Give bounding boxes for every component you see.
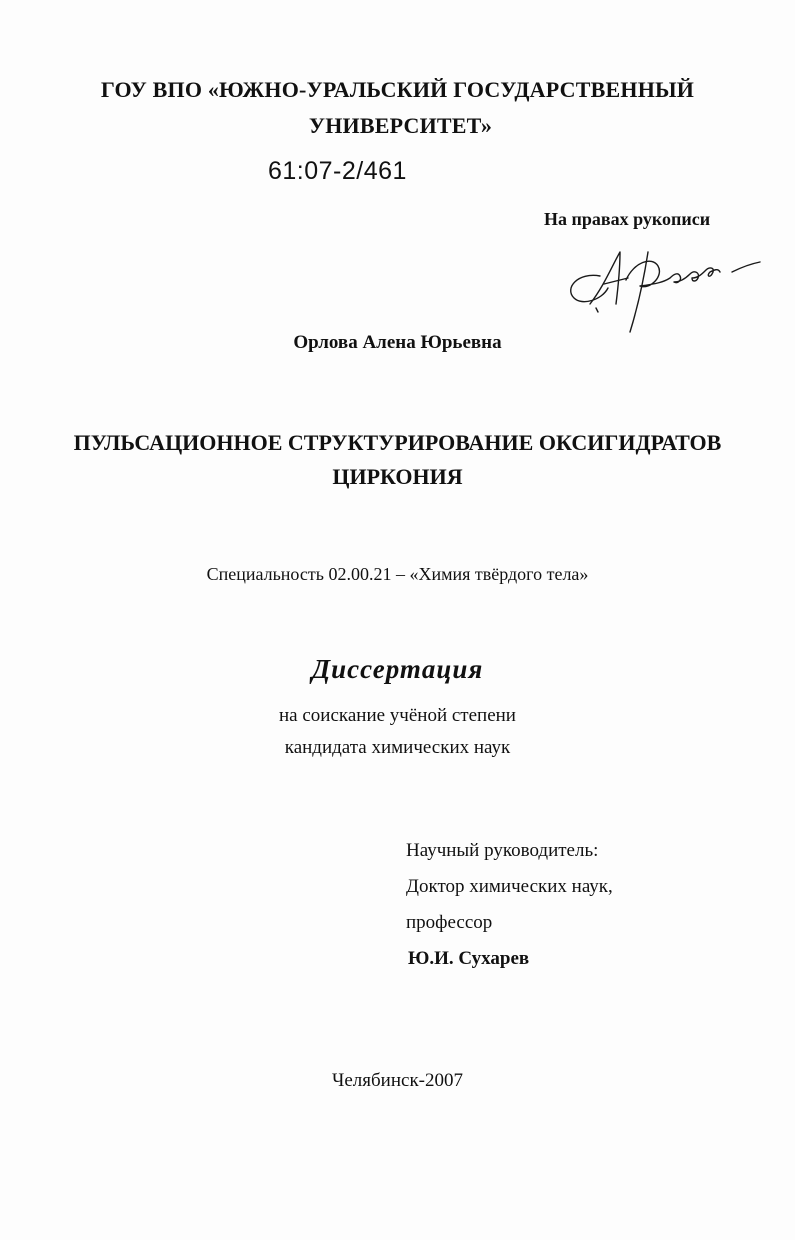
degree-line-1: на соискание учёной степени xyxy=(279,705,516,726)
catalog-code-stamp: 61:07-2/461 xyxy=(268,157,407,185)
institution-name xyxy=(0,72,795,144)
supervisor-degree: Доктор химических наук, xyxy=(406,876,613,897)
supervisor-name: Ю.И. Сухарев xyxy=(408,948,530,969)
rights-note: На правах рукописи xyxy=(544,209,711,229)
author-name: Орлова Алена Юрьевна xyxy=(293,332,502,353)
degree-sought xyxy=(0,700,795,764)
degree-line-2: кандидата химических наук xyxy=(284,737,511,758)
specialty: Специальность 02.00.21 – «Химия твёрдого тела» xyxy=(206,564,589,584)
handwritten-signature xyxy=(560,238,765,338)
city-year: Челябинск-2007 xyxy=(332,1070,463,1091)
institution-line-2: УНИВЕРСИТЕТ» xyxy=(308,113,493,138)
supervisor-rank: профессор xyxy=(406,912,493,933)
dissertation-title xyxy=(0,426,795,494)
title-line-1: ПУЛЬСАЦИОННОЕ СТРУКТУРИРОВАНИЕ ОКСИГИДРАТОВ xyxy=(73,430,722,455)
institution-line-1: ГОУ ВПО «ЮЖНО-УРАЛЬСКИЙ ГОСУДАРСТВЕННЫЙ xyxy=(100,77,695,102)
title-line-2: ЦИРКОНИЯ xyxy=(332,464,463,489)
document-type: Диссертация xyxy=(311,654,484,684)
supervisor-block xyxy=(406,833,613,977)
supervisor-label: Научный руководитель: xyxy=(406,840,599,861)
